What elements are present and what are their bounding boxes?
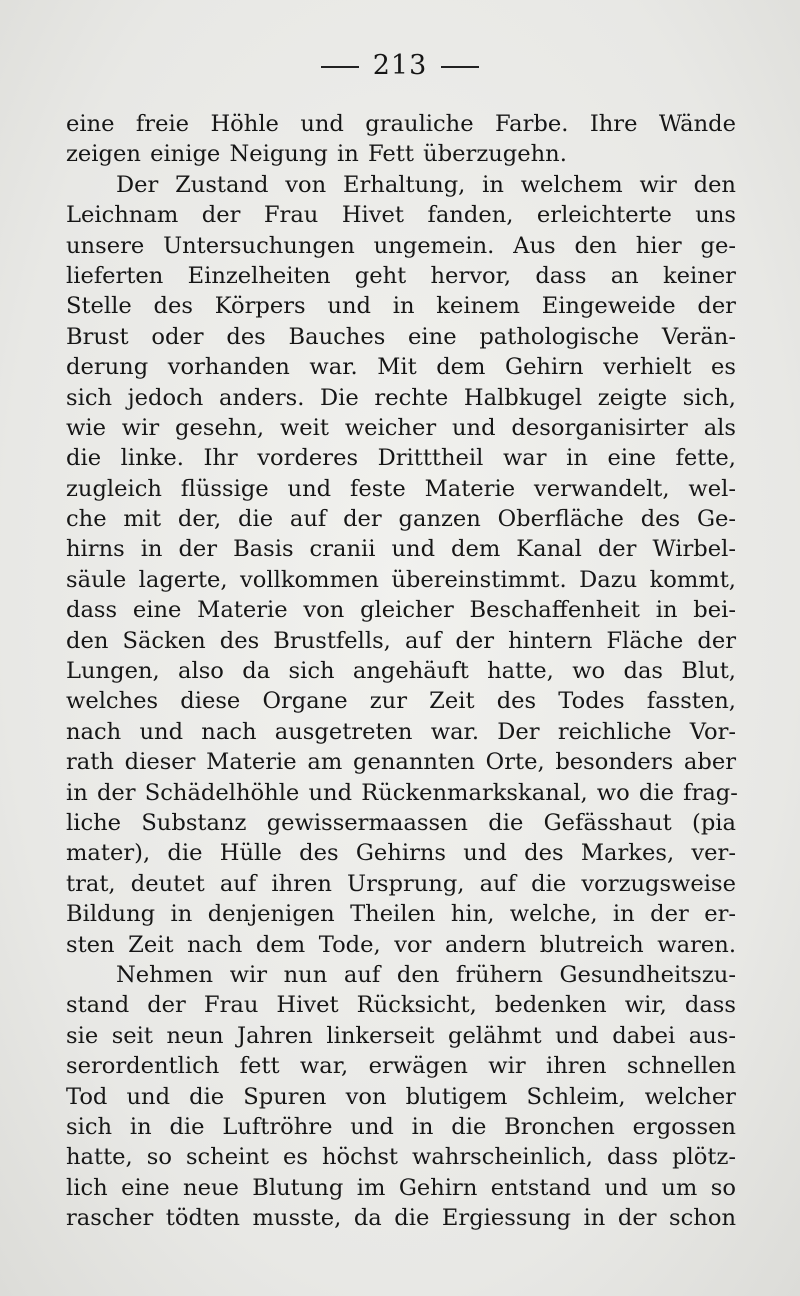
text-line: dass eine Materie von gleicher Beschaffenheit in bei-: [66, 597, 736, 624]
header-dash-left: [321, 66, 359, 68]
text-line: unsere Untersuchungen ungemein. Aus den hier ge-: [66, 232, 736, 259]
text-line: Leichnam der Frau Hivet fanden, erleichterte uns: [66, 202, 736, 229]
text-line: sten Zeit nach dem Tode, vor andern blutreich waren.: [66, 931, 736, 958]
text-line: stand der Frau Hivet Rücksicht, bedenken wir, dass: [66, 992, 736, 1019]
text-line: Nehmen wir nun auf den frühern Gesundheitszu-: [116, 961, 736, 988]
text-line: sie seit neun Jahren linkerseit gelähmt und dabei aus-: [66, 1022, 736, 1049]
text-line: rath dieser Materie am genannten Orte, besonders aber: [66, 749, 736, 776]
text-line: Brust oder des Bauches eine pathologische Verän-: [66, 323, 736, 350]
text-line: lieferten Einzelheiten geht hervor, dass an keiner: [66, 262, 736, 289]
text-line: che mit der, die auf der ganzen Oberfläche des Ge-: [66, 506, 736, 533]
text-line: zeigen einige Neigung in Fett überzugehn.: [66, 141, 567, 168]
text-line: rascher tödten musste, da die Ergiessung in der schon: [66, 1205, 736, 1232]
text-line: Der Zustand von Erhaltung, in welchem wir den: [116, 171, 736, 198]
text-line: säule lagerte, vollkommen übereinstimmt. Dazu kommt,: [66, 566, 736, 593]
text-line: den Säcken des Brustfells, auf der hintern Fläche der: [66, 627, 736, 654]
text-line: sich jedoch anders. Die rechte Halbkugel zeigte sich,: [66, 384, 736, 411]
text-line: trat, deutet auf ihren Ursprung, auf die vorzugsweise: [66, 870, 736, 897]
text-line: lich eine neue Blutung im Gehirn entstand und um so: [66, 1174, 736, 1201]
text-line: liche Substanz gewissermaassen die Gefässhaut (pia: [66, 809, 736, 836]
text-line: mater), die Hülle des Gehirns und des Markes, ver-: [66, 840, 736, 867]
text-line: hatte, so scheint es höchst wahrscheinlich, dass plötz-: [66, 1144, 736, 1171]
text-line: wie wir gesehn, weit weicher und desorganisirter als: [66, 414, 736, 441]
text-line: sich in die Luftröhre und in die Bronchen ergossen: [66, 1113, 736, 1140]
header-dash-right: [441, 66, 479, 68]
text-line: Lungen, also da sich angehäuft hatte, wo das Blut,: [66, 658, 736, 685]
text-line: die linke. Ihr vorderes Dritttheil war in eine fette,: [66, 445, 736, 472]
page-header: [0, 48, 800, 84]
text-line: zugleich flüssige und feste Materie verwandelt, wel-: [66, 475, 736, 502]
text-line: eine freie Höhle und grauliche Farbe. Ihre Wände: [66, 111, 736, 137]
body-text: [66, 109, 736, 1233]
text-line: serordentlich fett war, erwägen wir ihren schnellen: [66, 1053, 736, 1080]
page-number: 213: [372, 50, 428, 81]
text-line: in der Schädelhöhle und Rückenmarkskanal, wo die frag-: [66, 779, 738, 806]
text-line: Tod und die Spuren von blutigem Schleim, welcher: [66, 1083, 736, 1110]
text-line: hirns in der Basis cranii und dem Kanal der Wirbel-: [66, 536, 736, 563]
text-line: welches diese Organe zur Zeit des Todes fassten,: [66, 688, 736, 715]
text-line: Bildung in denjenigen Theilen hin, welche, in der er-: [66, 901, 736, 928]
text-line: Stelle des Körpers und in keinem Eingeweide der: [66, 293, 736, 320]
text-line: nach und nach ausgetreten war. Der reichliche Vor-: [66, 718, 736, 745]
text-line: derung vorhanden war. Mit dem Gehirn verhielt es: [66, 354, 736, 381]
